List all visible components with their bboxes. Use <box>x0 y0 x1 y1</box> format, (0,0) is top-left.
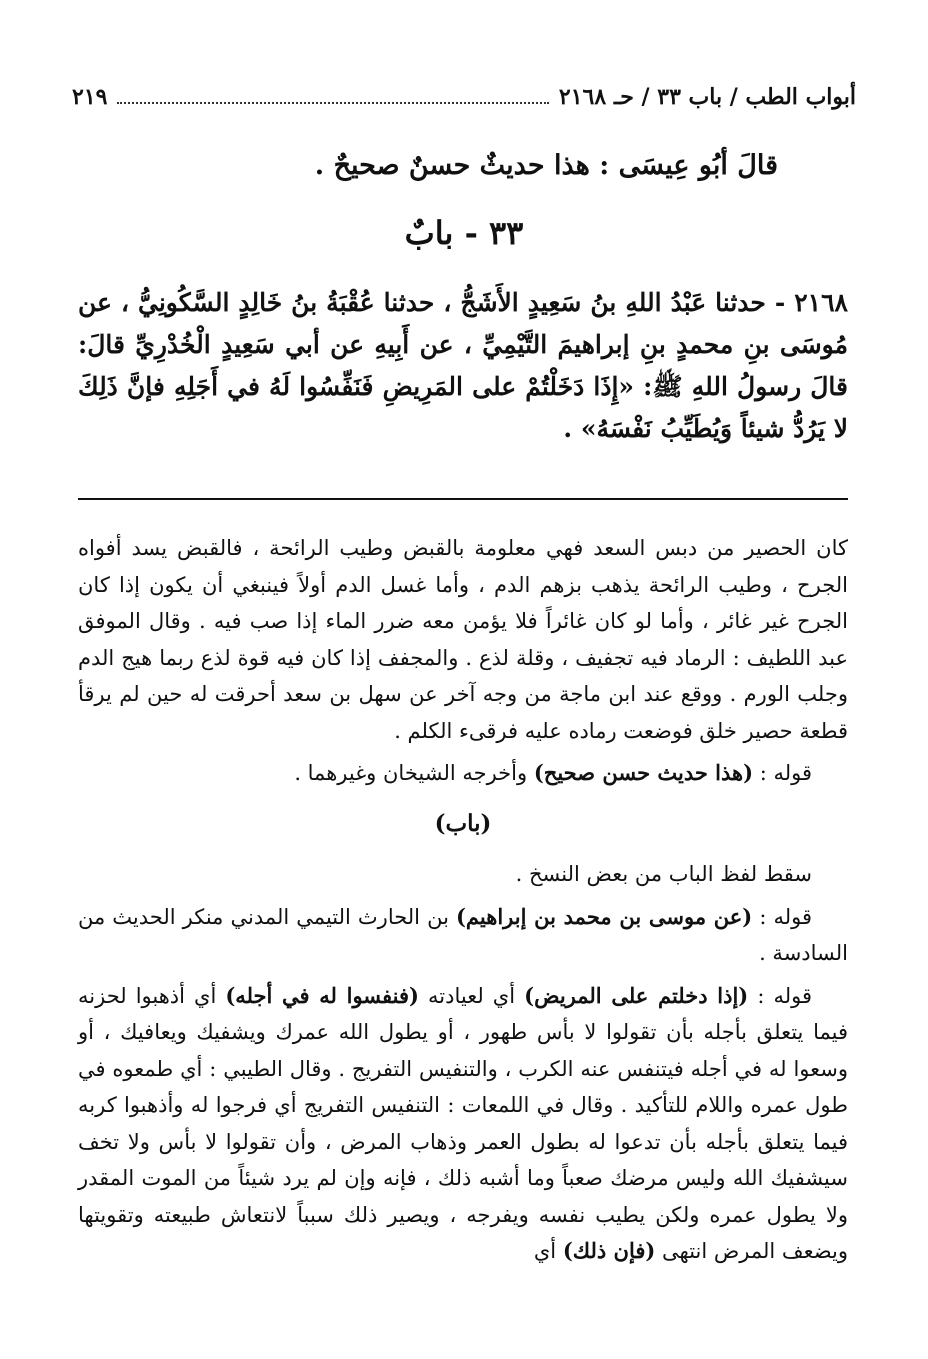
hadith-body: حدثنا عَبْدُ اللهِ بنُ سَعِيدٍ الأَشَجُّ ، حدثنا عُقْبَةُ بنُ خَالِدٍ السَّكُونِيُّ ، عن مُوسَى بنِ محمدٍ بنِ إبراهيمَ التَّيْمِيِّ ، عن أَبِيهِ عن أبي سَعِيدٍ الْخُدْرِيِّ قالَ: قالَ رسولُ اللهِ ﷺ: «إِذَا دَخَلْتُمْ على المَرِيضِ فَنَفِّسُوا لَهُ في أَجَلِهِ فإنَّ ذَلِكَ لا يَرُدُّ شيئاً وَيُطَيِّبُ نَفْسَهُ» . <box>78 288 848 443</box>
commentary-text: وأخرجه الشيخان وغيرهما . <box>294 761 528 785</box>
commentary-paragraph <box>78 755 848 792</box>
commentary-text: أي لعيادته <box>428 983 516 1008</box>
commentary-paragraph: سقط لفظ الباب من بعض النسخ . <box>515 862 812 886</box>
quoted-phrase: (عن موسى بن محمد بن إبراهيم) <box>456 903 753 929</box>
quoted-phrase: (هذا حديث حسن صحيح) <box>533 760 754 785</box>
dot-leader <box>117 102 548 104</box>
quote-label: قوله : <box>759 761 812 785</box>
commentary <box>78 530 848 1270</box>
commentary-text: أي أذهبوا لحزنه فيما يتعلق بأجله بأن تقولوا لا بأس طهور ، أو يطول الله عمرك ويشفيك ويعافيك ، أو وسعوا له في أجله فيتنفس عنه الكرب ، والتنفيس التفريج . وقال الطيبي : أي طمعوه في طول عمره واللام للتأكيد . وقال في اللمعات : التنفيس التفريج أي فرجوا له وأذهبوا كربه فيما يتعلق بأجله بأن تدعوا له بطول العمر وذهاب المرض ، وأن تقولوا لا بأس ولا تخف سيشفيك الله وليس مرضك صعباً وما أشبه ذلك ، فإنه وإن لم يرد شيئاً من الموت المقدر ولا يطول عمره ولكن يطيب نفسه ويفرجه ، ويصير ذلك سبباً لانتعاش طبيعته وتقويتها ويضعف المرض انتهى <box>78 983 848 1263</box>
hadith-text <box>78 282 848 450</box>
commentary-text: أي <box>533 1239 557 1263</box>
closing-note: قالَ أبُو عِيسَى : هذا حديثٌ حسنٌ صحيحٌ . <box>314 150 778 181</box>
commentary-paragraph <box>78 899 848 972</box>
section-title: ٣٣ - بابٌ <box>404 214 524 252</box>
commentary-paragraph <box>78 978 848 1270</box>
commentary-text: بن الحارث التيمي المدني منكر الحديث من السادسة . <box>78 904 848 965</box>
commentary-paragraph: كان الحصير من دبس السعد فهي معلومة بالقبض وطيب الرائحة ، فالقبض يسد أفواه الجرح ، وطيب الرائحة يذهب بزهم الدم ، وأما غسل الدم أولاً فينبغي أن يكون إذا كان الجرح غير غائر ، وأما لو كان غائراً فلا يؤمن معه ضرر الماء إذا صب فيه . وقال الموفق عبد اللطيف : الرماد فيه تجفيف ، وقلة لذع . والمجفف إذا كان فيه قوة لذع ربما هيج الدم وجلب الورم . ووقع عند ابن ماجة من وجه آخر عن سهل بن سعد أحرقت له حين لم يرقأ قطعة حصير خلق فوضعت رماده عليه فرقىء الكلم . <box>78 536 848 743</box>
hadith-number: ٢١٦٨ - <box>774 288 848 317</box>
quoted-phrase: (فنفسوا له في أجله) <box>225 982 419 1008</box>
page-number: ٢١٩ <box>72 84 108 110</box>
footnote-divider <box>78 498 848 500</box>
quote-label: قوله : <box>757 983 812 1008</box>
running-header <box>72 84 856 110</box>
quoted-phrase: (إذا دخلتم على المريض) <box>524 982 749 1008</box>
running-title: أبواب الطب / باب ٣٣ / حـ ٢١٦٨ <box>558 84 856 110</box>
quoted-phrase: (فإن ذلك) <box>562 1238 656 1263</box>
bab-heading: (باب) <box>434 809 492 837</box>
quote-label: قوله : <box>759 904 813 929</box>
